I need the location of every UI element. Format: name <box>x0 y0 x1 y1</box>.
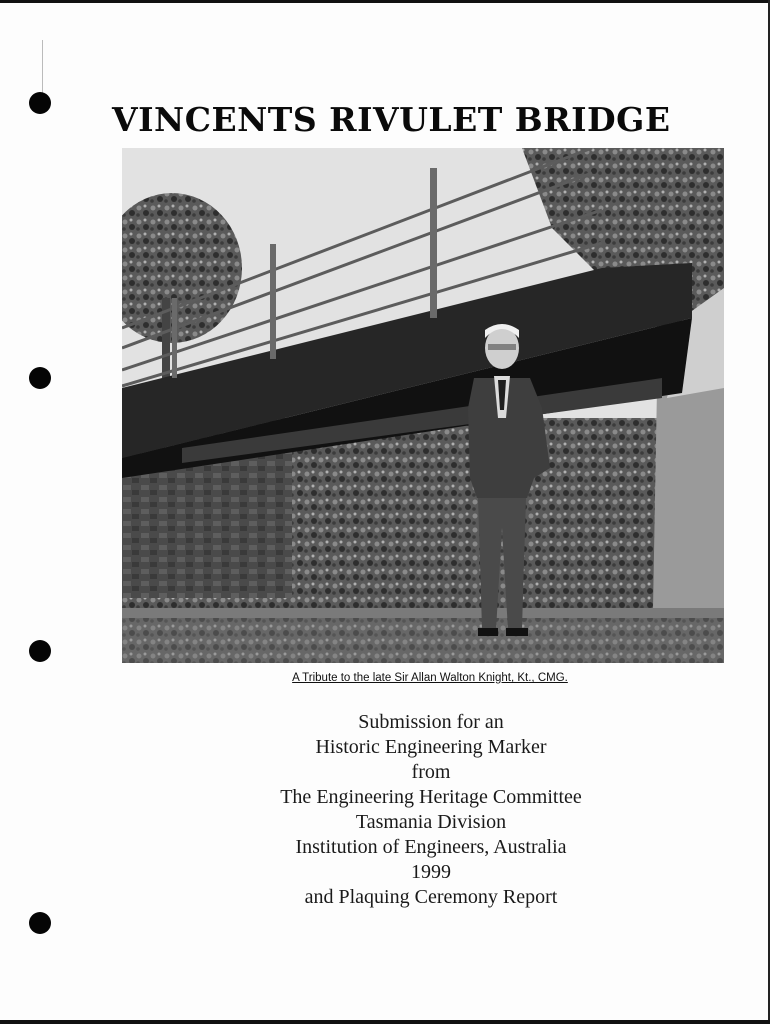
submission-line: Historic Engineering Marker <box>315 736 547 758</box>
submission-line: Submission for an <box>358 711 504 733</box>
submission-line: and Plaquing Ceremony Report <box>304 886 558 908</box>
page-edge-top <box>0 0 770 3</box>
submission-text <box>0 710 770 910</box>
photo-caption: A Tribute to the late Sir Allan Walton Knight, Kt., CMG. <box>292 672 568 684</box>
page-edge-bottom <box>0 1020 770 1024</box>
punch-hole-icon <box>29 92 51 114</box>
submission-line: Institution of Engineers, Australia <box>295 836 567 858</box>
punch-hole-icon <box>29 367 51 389</box>
punch-hole-icon <box>29 912 51 934</box>
submission-line: 1999 <box>411 861 451 883</box>
bridge-photo <box>122 148 724 663</box>
submission-line: Tasmania Division <box>355 811 507 833</box>
bridge-photo-illustration <box>122 148 724 663</box>
submission-line: The Engineering Heritage Committee <box>280 786 582 808</box>
punch-hole-icon <box>29 640 51 662</box>
document-title: VINCENTS RIVULET BRIDGE <box>112 100 671 139</box>
submission-line: from <box>411 761 451 783</box>
